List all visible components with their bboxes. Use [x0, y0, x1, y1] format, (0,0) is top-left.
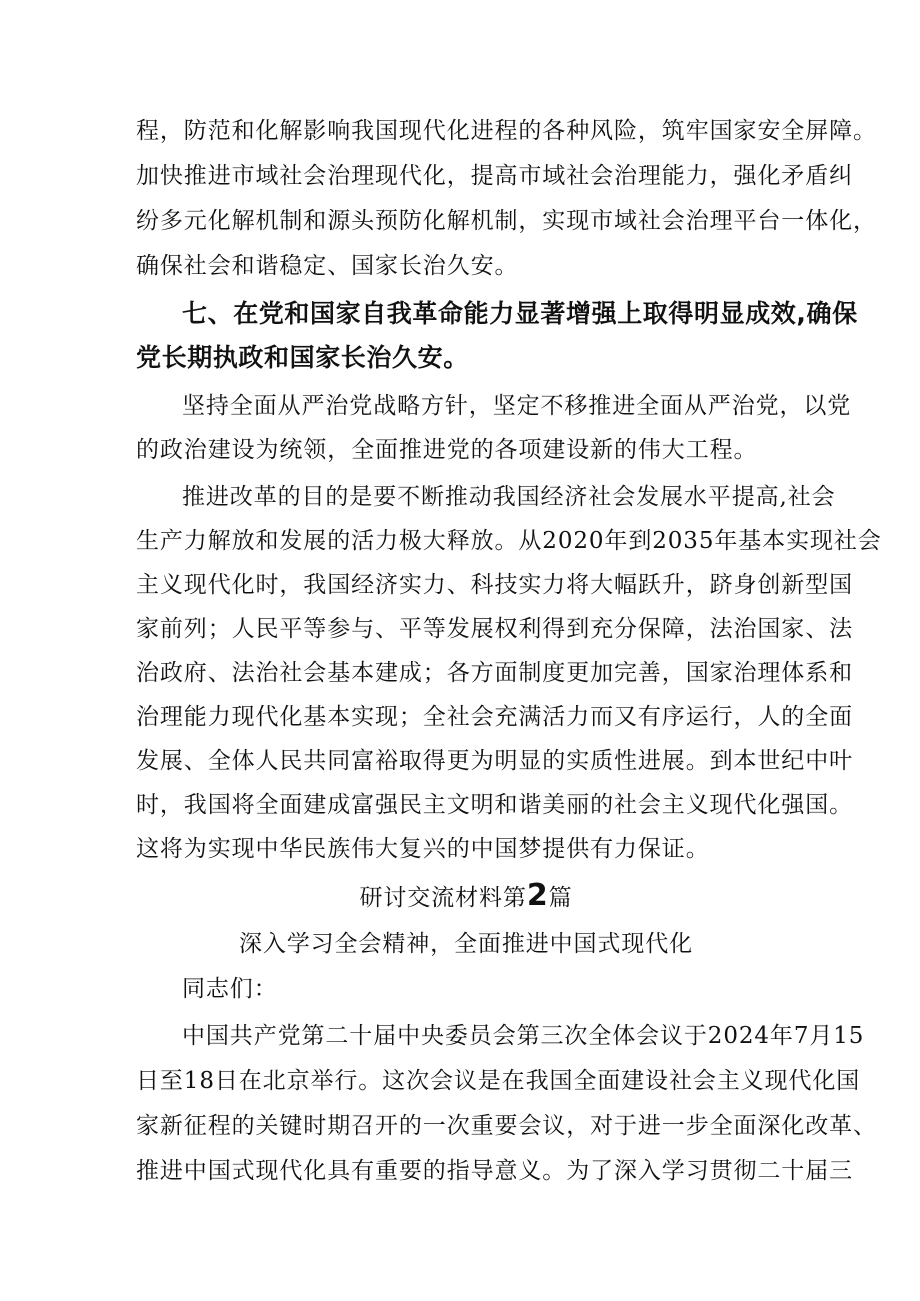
- paragraph-line: 确保社会和谐稳定、国家长治久安。: [136, 253, 519, 279]
- paragraph-line: 主义现代化时，我国经济实力、科技实力将大幅跃升，跻身创新型国: [136, 572, 853, 598]
- section-number: 2: [526, 878, 549, 913]
- paragraph-line: 纷多元化解机制和源头预防化解机制，实现市域社会治理平台一体化，: [136, 208, 877, 234]
- paragraph-line: 治理能力现代化基本实现；全社会充满活力而又有序运行，人的全面: [136, 704, 853, 730]
- paragraph-line: 推进改革的目的是要不断推动我国经济社会发展水平提高,社会: [182, 484, 836, 510]
- section-suffix: 篇: [548, 885, 573, 911]
- paragraph-line: 治政府、法治社会基本建成；各方面制度更加完善，国家治理体系和: [136, 660, 853, 686]
- paragraph-line: 加快推进市域社会治理现代化，提高市域社会治理能力，强化矛盾纠: [136, 163, 853, 189]
- section-heading: 七、在党和国家自我革命能力显著增强上取得明显成效,确保: [182, 299, 858, 328]
- section-prefix: 研讨交流材料第: [359, 885, 527, 911]
- section-heading: 党长期执政和国家长治久安。: [136, 343, 469, 372]
- paragraph-line: 发展、全体人民共同富裕取得更为明显的实质性进展。到本世纪中叶: [136, 748, 853, 774]
- salutation: 同志们：: [182, 976, 278, 1002]
- paragraph-line: 家前列；人民平等参与、平等发展权利得到充分保障，法治国家、法: [136, 616, 853, 642]
- paragraph-line: 家新征程的关键时期召开的一次重要会议，对于进一步全面深化改革、: [136, 1113, 877, 1139]
- paragraph-line: 时，我国将全面建成富强民主文明和谐美丽的社会主义现代化强国。: [136, 792, 853, 818]
- paragraph-line: 这将为实现中华民族伟大复兴的中国梦提供有力保证。: [136, 836, 710, 862]
- section-label: [136, 878, 796, 913]
- paragraph-line: 的政治建设为统领，全面推进党的各项建设新的伟大工程。: [136, 437, 758, 463]
- article-title: 深入学习全会精神，全面推进中国式现代化: [238, 931, 694, 957]
- paragraph-line: 日至18日在北京举行。这次会议是在我国全面建设社会主义现代化国: [136, 1068, 861, 1094]
- paragraph-line: 程，防范和化解影响我国现代化进程的各种风险，筑牢国家安全屏障。: [136, 118, 877, 144]
- paragraph-line: 中国共产党第二十届中央委员会第三次全体会议于2024年7月15: [182, 1023, 865, 1049]
- paragraph-line: 生产力解放和发展的活力极大释放。从2020年到2035年基本实现社会: [136, 528, 882, 554]
- paragraph-line: 推进中国式现代化具有重要的指导意义。为了深入学习贯彻二十届三: [136, 1158, 853, 1184]
- paragraph-line: 坚持全面从严治党战略方针，坚定不移推进全面从严治党，以党: [182, 393, 852, 419]
